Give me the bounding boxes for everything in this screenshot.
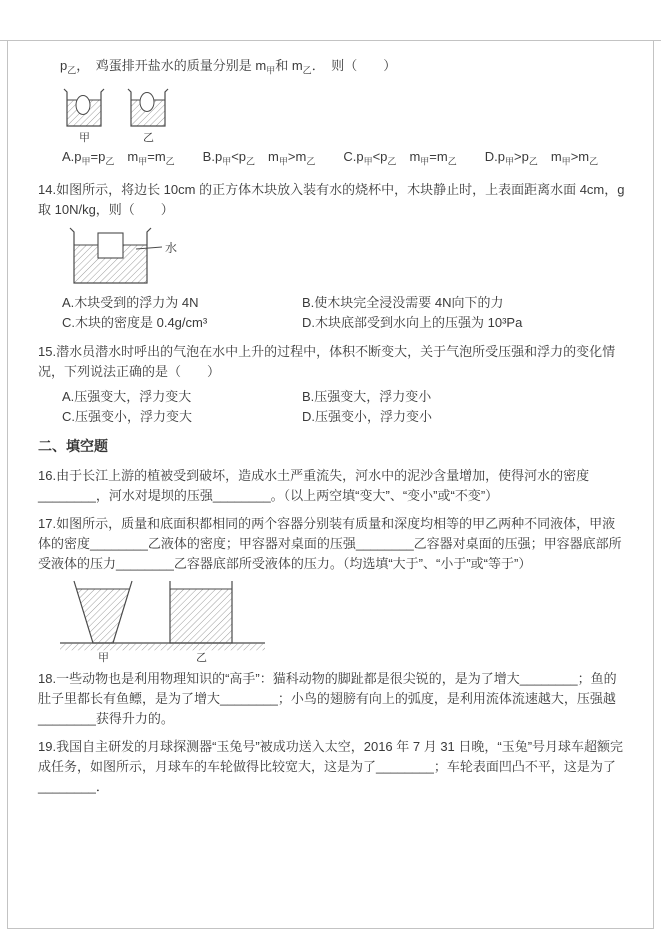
water-label: 水 <box>165 241 178 256</box>
figure-q17-containers <box>60 579 275 663</box>
q13-option-a: $A.p_甲=p_乙$ $m_甲=m_乙$ <box>62 148 175 167</box>
q15-option-a: A.压强变大，浮力变大 <box>62 389 192 405</box>
egg-jia <box>76 95 90 114</box>
beaker-jia <box>64 89 104 144</box>
liquid-yi <box>170 589 232 643</box>
q15-option-b: B.压强变大，浮力变小 <box>302 389 432 405</box>
q17-text: 17.如图所示，质量和底面积都相同的两个容器分别装有质量和深度均相等的甲乙两种不同液体，甲液体的密度________乙液体的密度；甲容器对桌面的压强________乙容器对桌面的压强；甲容器底部所受液体的压力________乙容器底部所受液体的压力。（均选填“大于”、“小于”或“等于”） <box>38 516 622 572</box>
q14-text: 14.如图所示，将边长 10cm 的正方体木块放入装有水的烧杯中，木块静止时，上表面距离水面 4cm，g 取 10N/kg，则（ ） <box>38 182 625 218</box>
q13-option-b: $B.p_甲<p_乙$ $m_甲>m_乙$ <box>202 148 316 167</box>
label-jia: 甲 <box>98 652 109 664</box>
figure-q14-block-in-water <box>68 225 188 291</box>
q14-option-c: C.木块的密度是 0.4g/cm³ <box>62 315 208 331</box>
q13-option-d: $D.p_甲>p_乙$ $m_甲>m_乙$ <box>484 148 599 167</box>
q18-text: 18.一些动物也是利用物理知识的“高手”：猫科动物的脚趾都是很尖锐的，是为了增大________；鱼的肚子里都长有鱼鳔，是为了增大________；小鸟的翅膀有向上的弧度，是利用流体流速越大，压强越________获得升力的。 <box>38 671 617 727</box>
page-content <box>38 56 628 802</box>
q15-options <box>38 387 628 427</box>
q13-intro-text: $p_乙$， 鸡蛋排开盐水的质量分别是 $m_甲$和 $m_乙$． 则（ ） <box>60 58 397 76</box>
q19-text: 19.我国自主研发的月球探测器“玉兔号”被成功送入太空，2016 年 7 月 31 日晚，“玉兔”号月球车超额完成任务，如图所示，月球车的车轮做得比较宽大，这是为了________；车轮表面凹凸不平，这是为了________． <box>38 739 624 795</box>
label-yi: 乙 <box>196 652 207 664</box>
q16-text: 16.由于长江上游的植被受到破坏，造成水土严重流失，河水中的泥沙含量增加，使得河水的密度________，河水对堤坝的压强________。（以上两空填“变大”、“变小”或“不变”） <box>38 468 590 504</box>
wood-block <box>98 233 123 258</box>
q15-option-c: C.压强变小，浮力变大 <box>62 409 193 425</box>
q14-option-a: A.木块受到的浮力为 4N <box>62 295 199 311</box>
ground-hatching <box>60 644 265 651</box>
label-jia: 甲 <box>79 131 90 144</box>
figure-q13-eggs-in-brine <box>62 86 174 144</box>
q15-text: 15.潜水员潜水时呼出的气泡在水中上升的过程中，体积不断变大，关于气泡所受压强和浮力的变化情况，下列说法正确的是（ ） <box>38 344 616 380</box>
section-fill-in-blanks-title: 二、填空题 <box>38 438 108 455</box>
q13-options-row <box>38 147 628 172</box>
q13-option-c: $C.p_甲<p_乙$ $m_甲=m_乙$ <box>343 148 457 167</box>
label-yi: 乙 <box>143 131 154 144</box>
beaker-yi <box>128 89 168 144</box>
egg-yi <box>140 92 154 111</box>
q14-options <box>38 293 628 333</box>
q15-option-d: D.压强变小，浮力变小 <box>302 409 433 425</box>
q14-option-b: B.使木块完全浸没需要 4N向下的力 <box>302 295 504 311</box>
q14-option-d: D.木块底部受到水向上的压强为 10³Pa <box>302 315 523 331</box>
